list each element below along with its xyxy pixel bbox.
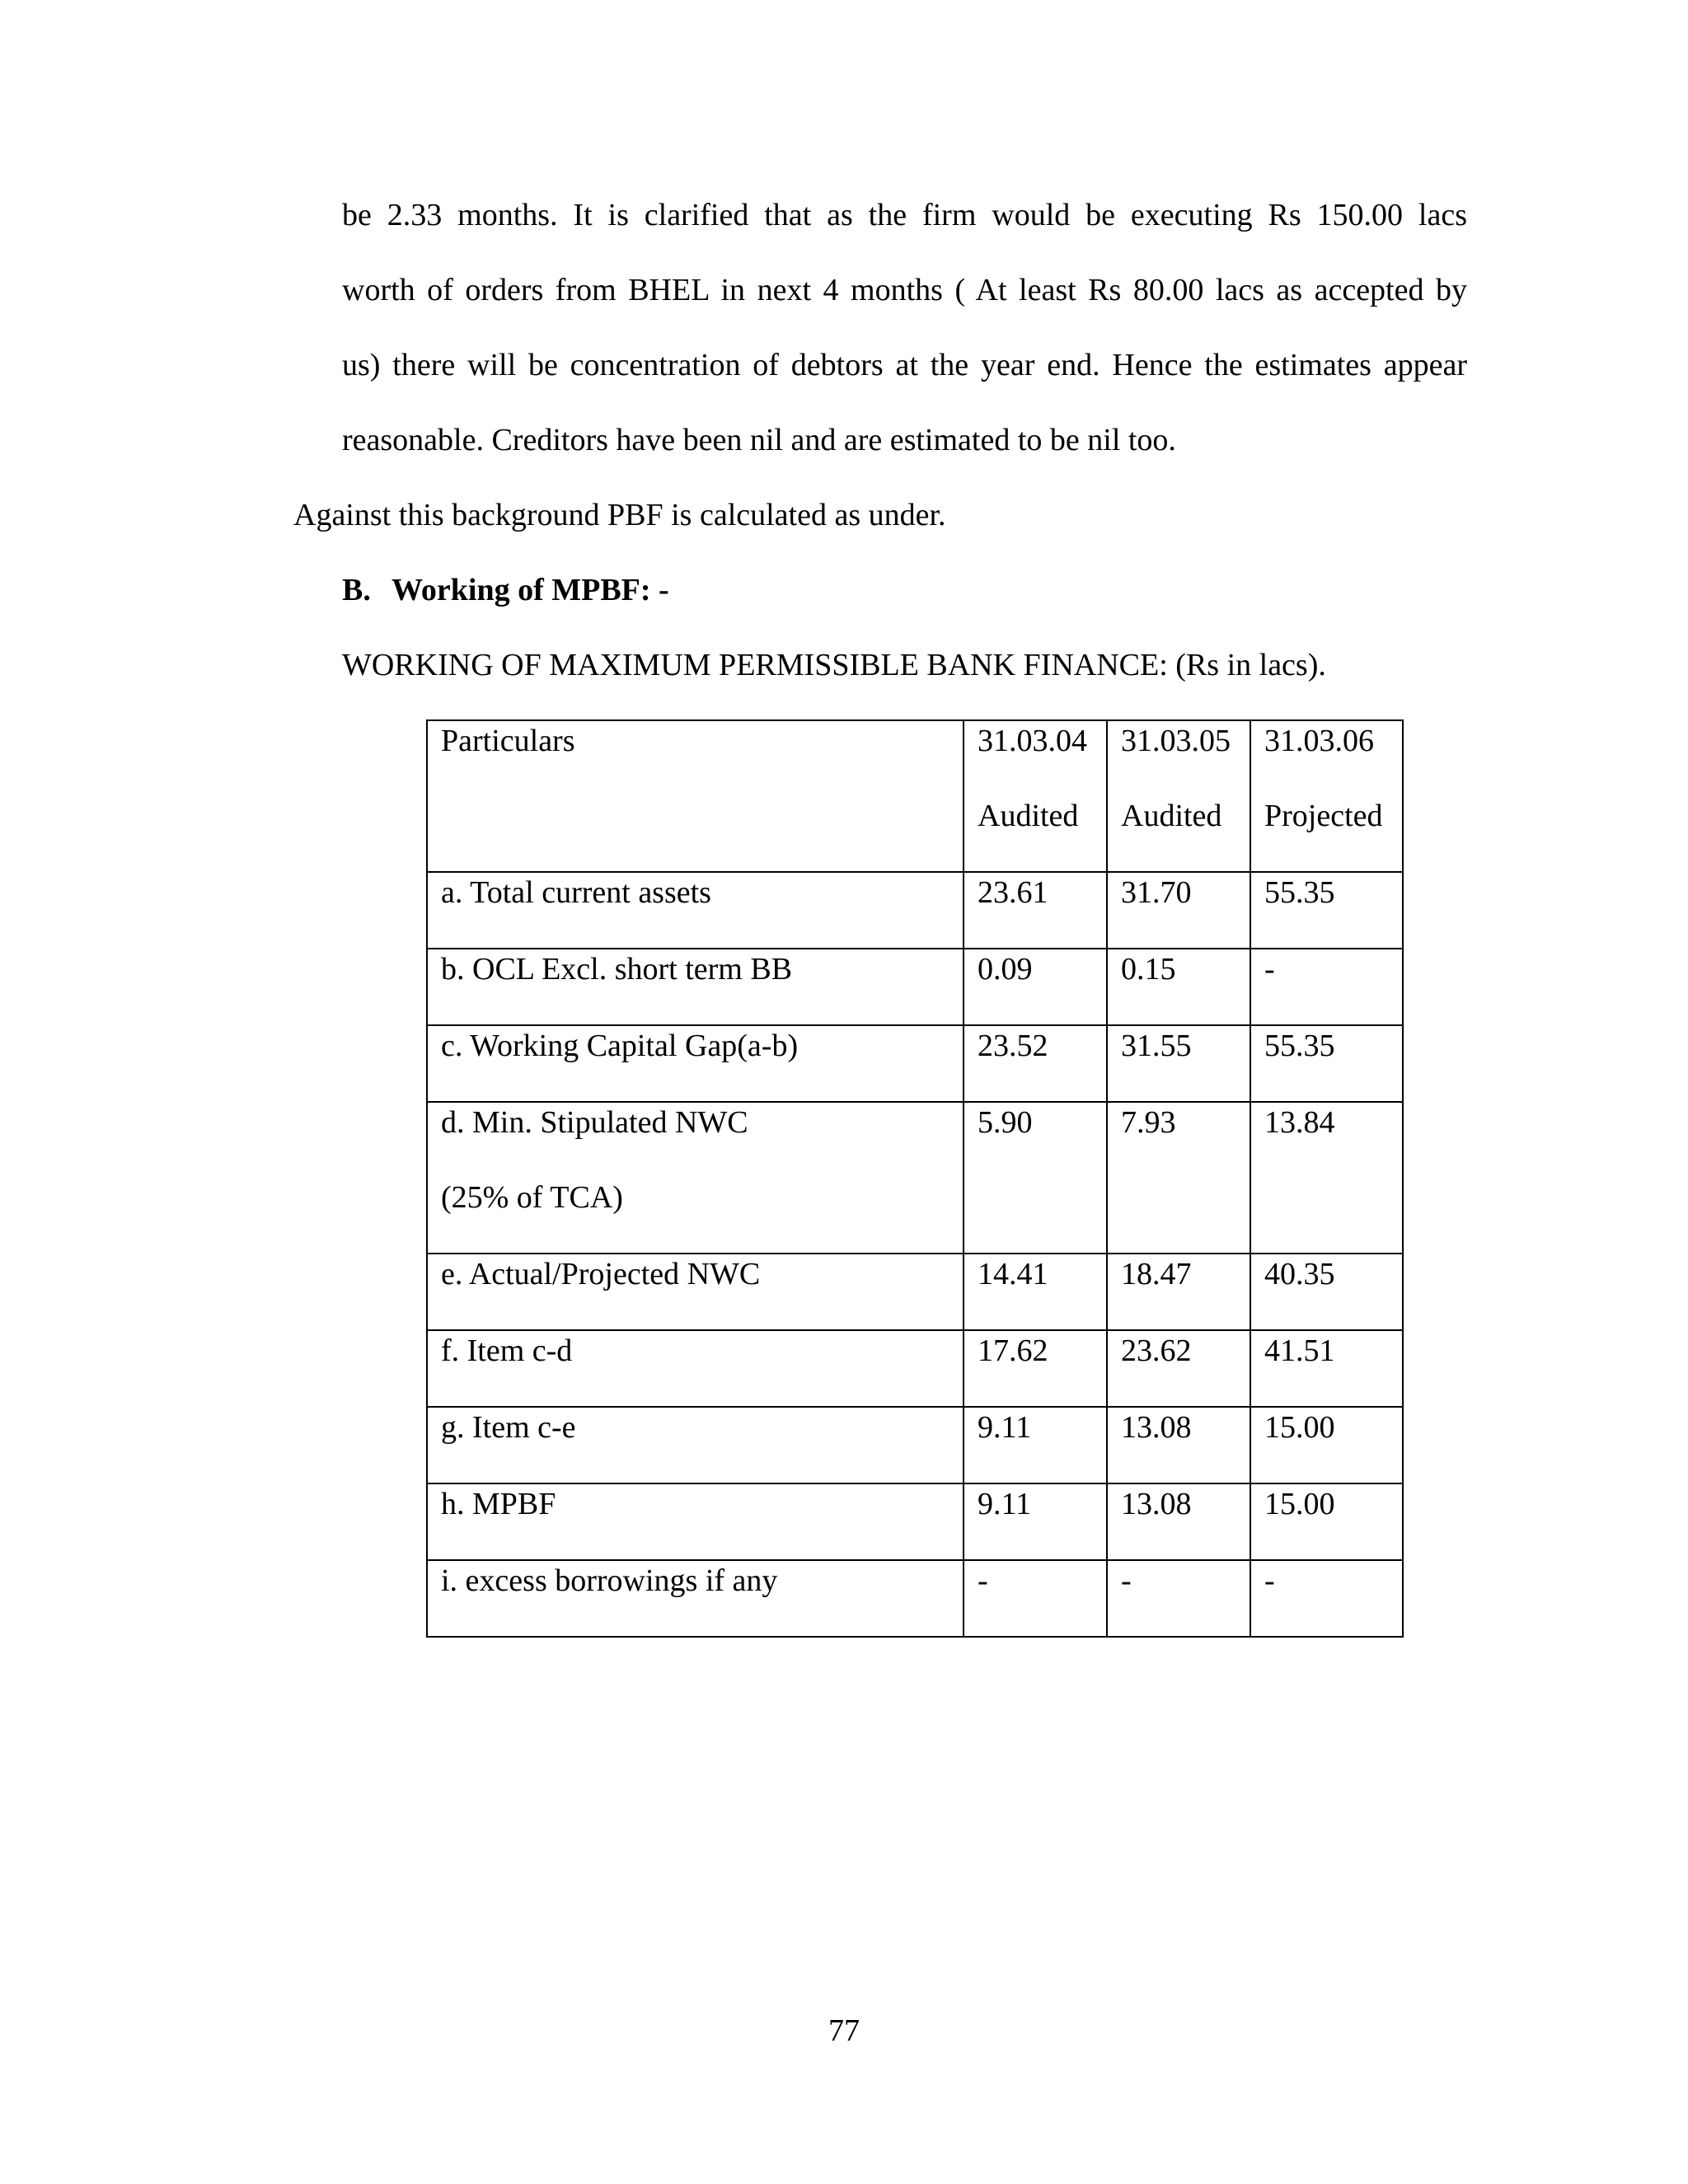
row-value: 55.35 [1250, 872, 1403, 949]
table-row [427, 1483, 1403, 1560]
table-caption: WORKING OF MAXIMUM PERMISSIBLE BANK FINANCE: (Rs in lacs). [342, 648, 1326, 682]
paragraph-line: reasonable. Creditors have been nil and are estimated to be nil too. [342, 423, 1176, 457]
row-value: 41.51 [1250, 1330, 1403, 1407]
header-date: 31.03.06 [1264, 724, 1374, 758]
paragraph-line: be 2.33 months. It is clarified that as the firm would be executing Rs 150.00 lacs [342, 198, 1467, 232]
table-row [427, 1560, 1403, 1637]
header-cell [964, 720, 1107, 872]
table-row [427, 1330, 1403, 1407]
row-value: 18.47 [1107, 1254, 1250, 1330]
section-heading [342, 571, 669, 609]
mpbf-table [426, 719, 1404, 1638]
section-title: Working of MPBF: - [392, 573, 669, 607]
row-value: - [1107, 1560, 1250, 1637]
table-header-row [427, 720, 1403, 872]
row-label: h. MPBF [427, 1483, 964, 1560]
table-row [427, 1025, 1403, 1102]
row-value: 13.08 [1107, 1407, 1250, 1483]
header-status: Audited [1121, 799, 1222, 833]
table-row [427, 1407, 1403, 1483]
row-value: - [1250, 1560, 1403, 1637]
row-value: 0.15 [1107, 949, 1250, 1025]
row-value: 31.70 [1107, 872, 1250, 949]
header-particulars: Particulars [427, 720, 964, 872]
row-value: 40.35 [1250, 1254, 1403, 1330]
header-status: Audited [978, 799, 1079, 833]
row-sublabel: (25% of TCA) [441, 1180, 623, 1215]
row-label: e. Actual/Projected NWC [427, 1254, 964, 1330]
row-label: a. Total current assets [427, 872, 964, 949]
intro-line: Against this background PBF is calculated as under. [293, 498, 946, 532]
header-date: 31.03.05 [1121, 724, 1231, 758]
row-value: 17.62 [964, 1330, 1107, 1407]
row-value: 9.11 [964, 1407, 1107, 1483]
row-value: 23.61 [964, 872, 1107, 949]
row-value: 23.62 [1107, 1330, 1250, 1407]
table-row [427, 872, 1403, 949]
table-row [427, 949, 1403, 1025]
row-value: - [964, 1560, 1107, 1637]
row-value: 31.55 [1107, 1025, 1250, 1102]
row-value: 13.84 [1250, 1102, 1403, 1254]
page-number: 77 [828, 2013, 860, 2048]
row-value: 7.93 [1107, 1102, 1250, 1254]
row-value: 55.35 [1250, 1025, 1403, 1102]
header-status: Projected [1264, 799, 1383, 833]
row-label-cell [427, 1102, 964, 1254]
table-row [427, 1102, 1403, 1254]
paragraph-line: worth of orders from BHEL in next 4 months ( At least Rs 80.00 lacs as accepted by [342, 273, 1467, 307]
header-cell [1107, 720, 1250, 872]
row-label: c. Working Capital Gap(a-b) [427, 1025, 964, 1102]
section-marker: B. [342, 573, 371, 607]
row-value: 14.41 [964, 1254, 1107, 1330]
row-value: 23.52 [964, 1025, 1107, 1102]
row-value: 15.00 [1250, 1407, 1403, 1483]
row-label: g. Item c-e [427, 1407, 964, 1483]
header-cell [1250, 720, 1403, 872]
row-label: i. excess borrowings if any [427, 1560, 964, 1637]
row-value: 13.08 [1107, 1483, 1250, 1560]
row-label: b. OCL Excl. short term BB [427, 949, 964, 1025]
row-value: - [1250, 949, 1403, 1025]
row-value: 9.11 [964, 1483, 1107, 1560]
row-value: 5.90 [964, 1102, 1107, 1254]
row-label: d. Min. Stipulated NWC [441, 1105, 748, 1140]
row-label: f. Item c-d [427, 1330, 964, 1407]
header-date: 31.03.04 [978, 724, 1087, 758]
row-value: 15.00 [1250, 1483, 1403, 1560]
row-value: 0.09 [964, 949, 1107, 1025]
paragraph-line: us) there will be concentration of debtors at the year end. Hence the estimates appear [342, 348, 1467, 382]
table-row [427, 1254, 1403, 1330]
